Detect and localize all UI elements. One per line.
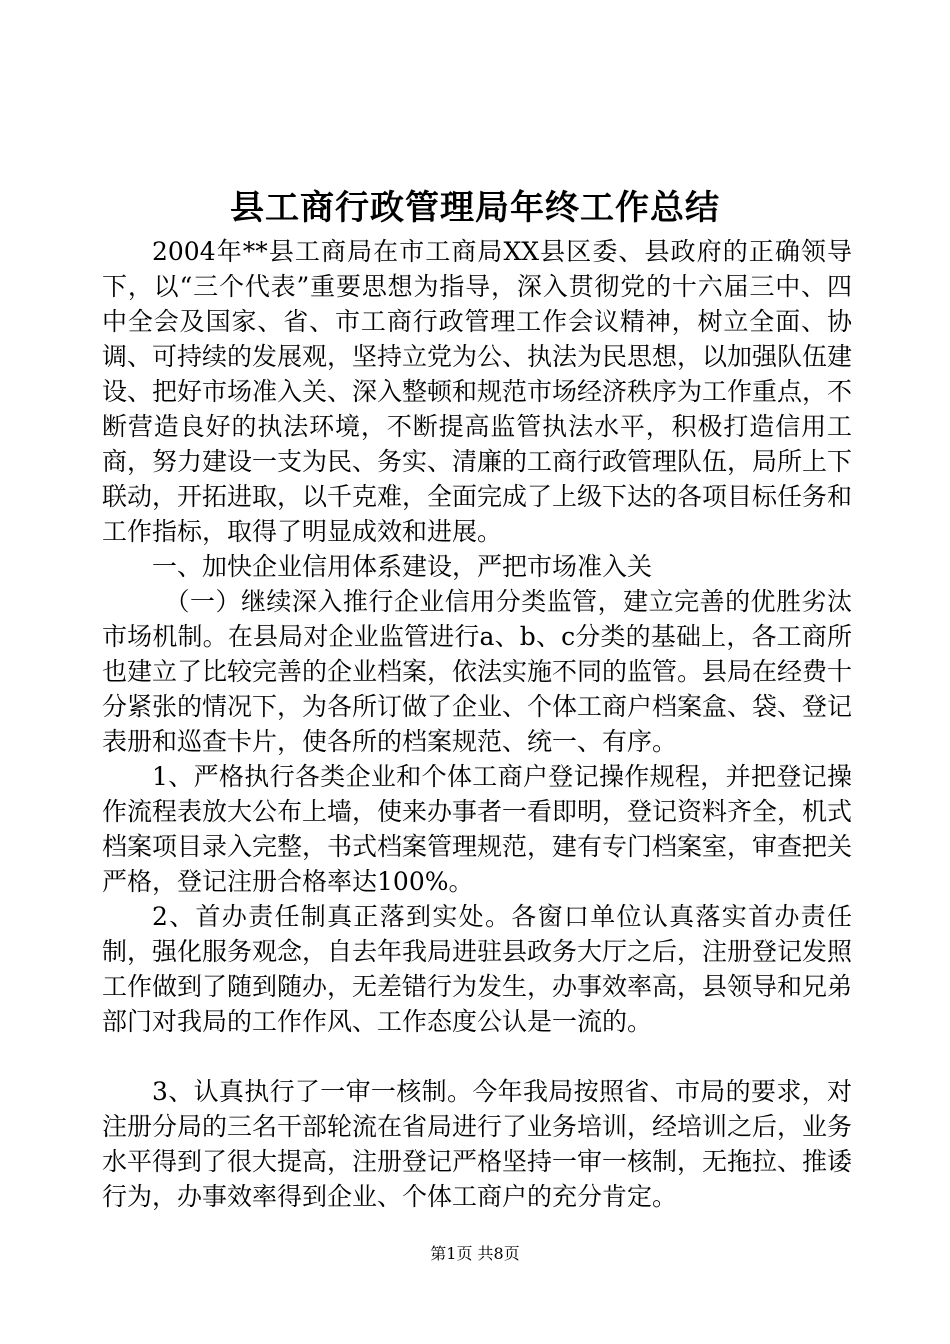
paragraph-intro: 2004年**县工商局在市工商局XX县区委、县政府的正确领导下，以“三个代表”重要思想为指导，深入贯彻党的十六届三中、四中全会及国家、省、市工商行政管理工作会议精神，树立全面、协调、可持续的发展观，坚持立党为公、执法为民思想，以加强队伍建设、把好市场准入关、深入整顿和规范市场经济秩序为工作重点，不断营造良好的执法环境，不断提高监管执法水平，积极打造信用工商，努力建设一支为民、务实、清廉的工商行政管理队伍，局所上下联动，开拓进取，以千克难，全面完成了上级下达的各项目标任务和工作指标，取得了明显成效和进展。 — [102, 237, 853, 546]
document-body — [102, 234, 852, 1214]
paragraph-section-heading: 一、加快企业信用体系建设，严把市场准入关 — [152, 552, 653, 581]
page-number-footer: 第1页 共8页 — [430, 1244, 520, 1263]
paragraph-subsection-1: （一）继续深入推行企业信用分类监管，建立完善的优胜劣汰市场机制。在县局对企业监管进行a、b、c分类的基础上，各工商所也建立了比较完善的企业档案，依法实施不同的监管。县局在经费十分紧张的情况下，为各所订做了企业、个体工商户档案盒、袋、登记表册和巡查卡片，使各所的档案规范、统一、有序。 — [102, 587, 853, 756]
paragraph-item-2: 2、首办责任制真正落到实处。各窗口单位认真落实首办责任制，强化服务观念，自去年我局进驻县政务大厅之后，注册登记发照工作做到了随到随办，无差错行为发生，办事效率高，县领导和兄弟部门对我局的工作作风、工作态度公认是一流的。 — [102, 902, 853, 1036]
paragraph-item-1: 1、严格执行各类企业和个体工商户登记操作规程，并把登记操作流程表放大公布上墙，使来办事者一看即明，登记资料齐全，机式档案项目录入完整，书式档案管理规范，建有专门档案室，审查把关严格，登记注册合格率达100%。 — [102, 762, 853, 896]
paragraph-item-3: 3、认真执行了一审一核制。今年我局按照省、市局的要求，对注册分局的三名干部轮流在省局进行了业务培训，经培训之后，业务水平得到了很大提高，注册登记严格坚持一审一核制，无拖拉、推诿行为，办事效率得到企业、个体工商户的充分肯定。 — [102, 1077, 853, 1211]
document-title: 县工商行政管理局年终工作总结 — [230, 188, 720, 228]
